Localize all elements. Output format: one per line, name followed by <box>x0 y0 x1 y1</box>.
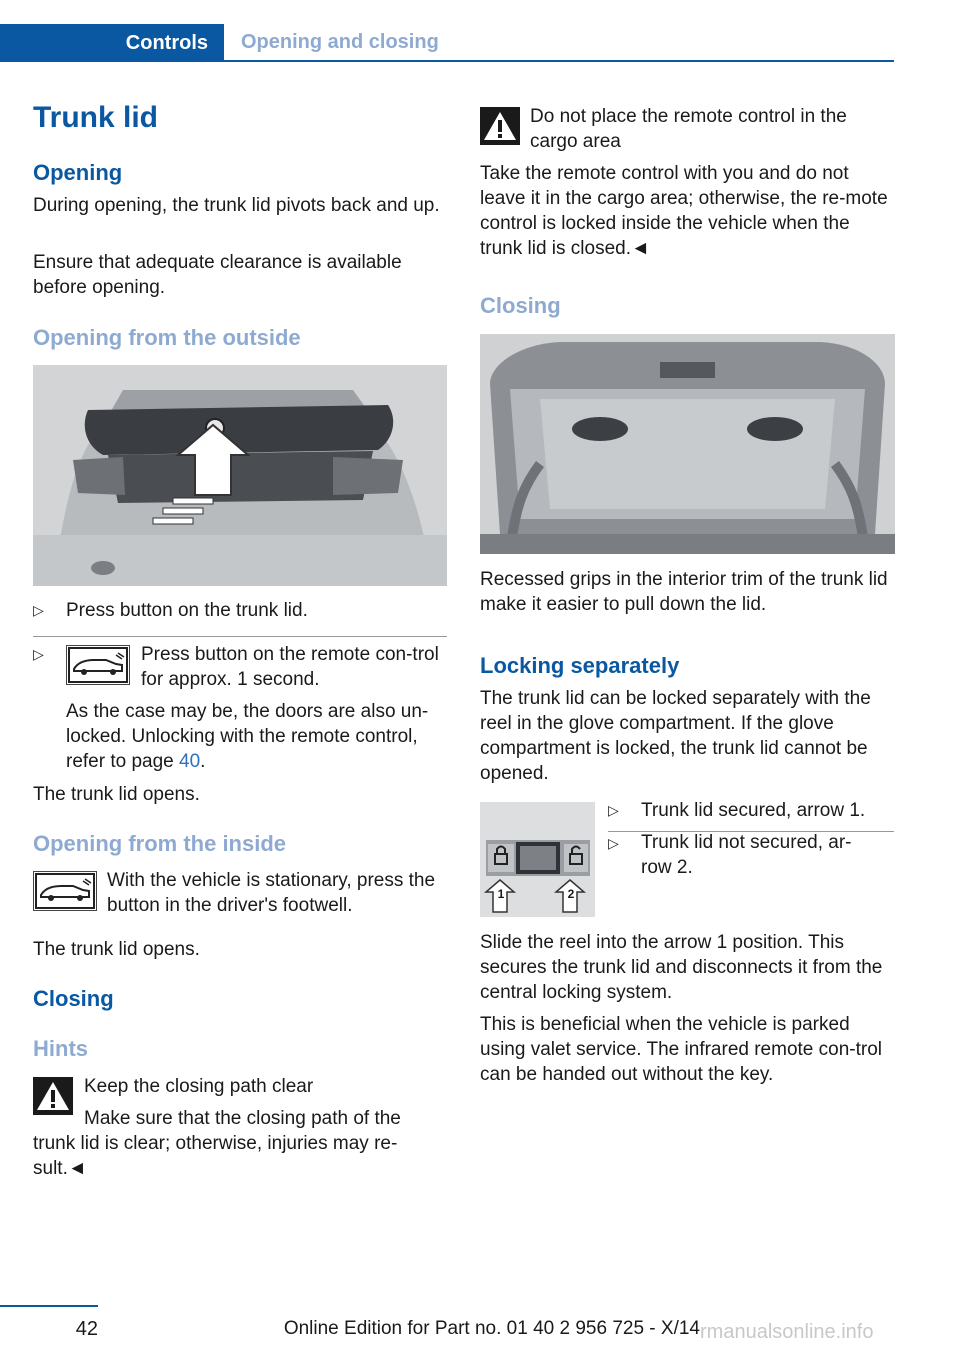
bullet-2-detail <box>66 699 446 774</box>
heading-closing-left: Closing <box>33 986 114 1011</box>
valet-text: This is beneficial when the vehicle is parked using valet service. The infrared remote con-trol can be handed out without the key. <box>480 1014 882 1085</box>
heading-opening-inside: Opening from the inside <box>33 831 287 856</box>
inside-instruction-text: With the vehicle is stationary, press the button in the driver's footwell. <box>107 870 436 916</box>
arrow-1-label: 1 <box>497 887 505 901</box>
bullet-2-detail-text: As the case may be, the doors are also un-locked. Unlocking with the remote control, refer to page <box>66 701 429 772</box>
arrow-2-label: 2 <box>567 887 575 901</box>
warning-title-right: Do not place the remote control in the cargo area <box>530 106 847 152</box>
heading-hints: Hints <box>33 1036 88 1061</box>
reel-switch-figure <box>480 802 595 917</box>
watermark: rmanualsonline.info <box>700 1321 874 1343</box>
warning-text-left: Make sure that the closing path of the trunk lid is clear; otherwise, injuries may re-sult.◄ <box>33 1108 401 1179</box>
lock-bullet-1-marker: ▷ <box>608 802 619 818</box>
header-tab-label: Controls <box>125 31 208 54</box>
car-trunk-icon <box>66 645 130 685</box>
bullet-2-marker: ▷ <box>33 646 44 662</box>
trunk-interior-figure <box>480 334 895 554</box>
footwell-trunk-button <box>33 871 97 911</box>
warning-title-left: Keep the closing path clear <box>84 1076 314 1097</box>
lock-bullet-2-text: Trunk lid not secured, ar-row 2. <box>641 832 852 878</box>
opening-paragraph-1: During opening, the trunk lid pivots back and up. <box>33 195 440 216</box>
car-rear-figure <box>33 365 447 586</box>
header-tab-opening-closing[interactable] <box>224 24 894 60</box>
warning-text-right: Take the remote control with you and do not leave it in the cargo area; otherwise, the re-mote control is locked inside the vehicle when the trunk lid is closed.◄ <box>480 163 888 259</box>
header-tab-controls[interactable] <box>0 24 224 62</box>
warning-icon-right <box>480 107 520 145</box>
trunk-opens-text-1: The trunk lid opens. <box>33 784 200 805</box>
heading-opening: Opening <box>33 160 123 185</box>
lock-bullet-2-marker: ▷ <box>608 835 619 851</box>
footer-divider <box>0 1305 98 1307</box>
header-section-label: Opening and closing <box>241 30 439 53</box>
warning-triangle-icon <box>480 107 520 145</box>
heading-opening-outside: Opening from the outside <box>33 325 301 350</box>
bullet-1-text: Press button on the trunk lid. <box>66 600 308 621</box>
heading-closing-right: Closing <box>480 293 561 318</box>
page-link-40[interactable]: 40 <box>179 751 201 772</box>
opening-paragraph-2: Ensure that adequate clearance is available before opening. <box>33 252 402 298</box>
trunk-interior-illustration <box>480 334 895 554</box>
closing-text-right: Recessed grips in the interior trim of the trunk lid make it easier to pull down the lid. <box>480 569 888 615</box>
edition-info: Online Edition for Part no. 01 40 2 956 725 - X/14 <box>283 1318 700 1339</box>
heading-locking-separately: Locking separately <box>480 653 680 678</box>
bullet-1-marker: ▷ <box>33 602 44 618</box>
lock-bullet-1-text: Trunk lid secured, arrow 1. <box>641 800 866 821</box>
page-title: Trunk lid <box>33 101 159 134</box>
remote-trunk-button <box>66 645 130 685</box>
bullet-2-detail-end: . <box>200 751 206 772</box>
trunk-opens-text-2: The trunk lid opens. <box>33 939 200 960</box>
page-number: 42 <box>75 1318 98 1340</box>
header-divider <box>224 60 894 62</box>
bullet-2-text: Press button on the remote con-trol for approx. 1 second. <box>141 644 439 690</box>
car-trunk-icon <box>33 871 97 911</box>
bullet-divider <box>33 636 447 637</box>
slide-reel-text: Slide the reel into the arrow 1 position. This secures the trunk lid and disconnects it from the central locking system. <box>480 932 883 1003</box>
locking-text: The trunk lid can be locked separately with the reel in the glove compartment. If the glove compartment is locked, the trunk lid cannot be opened. <box>480 688 871 784</box>
car-rear-illustration <box>33 365 447 586</box>
